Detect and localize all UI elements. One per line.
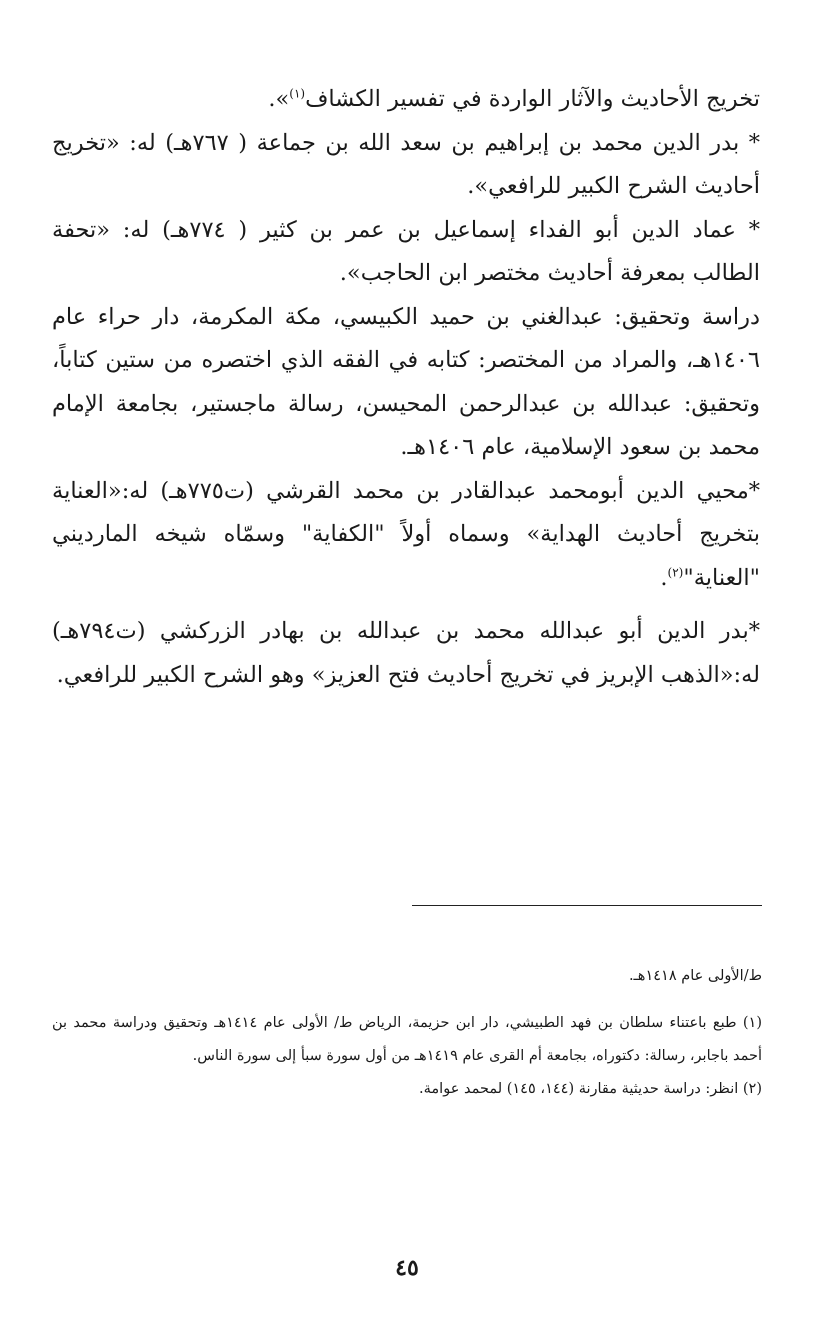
paragraph-3: * عماد الدين أبو الفداء إسماعيل بن عمر بن كثير ( ٧٧٤هـ) له: «تحفة الطالب بمعرفة أحاديث مختصر ابن الحاجب». bbox=[52, 216, 760, 286]
paragraph-5 bbox=[52, 470, 760, 601]
paragraph-2: * بدر الدين محمد بن إبراهيم بن سعد الله بن جماعة ( ٧٦٧هـ) له: «تخريج أحاديث الشرح الكبير للرافعي». bbox=[52, 129, 760, 199]
paragraph-5-end: . bbox=[660, 564, 668, 591]
paragraph-1-end: ». bbox=[268, 86, 290, 112]
page-number: ٤٥ bbox=[395, 1255, 419, 1281]
footnote-ref-1: (١) bbox=[289, 86, 306, 101]
footnote-ref-2: (٢) bbox=[667, 565, 684, 579]
paragraph-6: *بدر الدين أبو عبدالله محمد بن عبدالله بن بهادر الزركشي (ت٧٩٤هـ) له:«الذهب الإبريز في تخريج أحاديث فتح العزيز» وهو الشرح الكبير للرافعي. bbox=[52, 618, 760, 688]
paragraph-1-text: تخريج الأحاديث والآثار الواردة في تفسير الكشاف bbox=[305, 86, 760, 112]
paragraph-4: دراسة وتحقيق: عبدالغني بن حميد الكبيسي، مكة المكرمة، دار حراء عام ١٤٠٦هـ، والمراد من المختصر: كتابه في الفقه الذي اختصره من ستين كتاباً، وتحقيق: عبدالله بن عبدالرحمن المحيسن، رسالة ماجستير، بجامعة الإمام محمد بن سعود الإسلامية، عام ١٤٠٦هـ. bbox=[52, 303, 760, 460]
paragraph-5-text: *محيي الدين أبومحمد عبدالقادر بن محمد القرشي (ت٧٧٥هـ) له:«العناية بتخريج أحاديث الهداية» وسماه أولاً "الكفاية" وسمّاه شيخه المارديني "العناية" bbox=[52, 477, 760, 591]
footnote-2: (٢) انظر: دراسة حديثية مقارنة (١٤٤، ١٤٥) لمحمد عوامة. bbox=[419, 1081, 762, 1097]
main-text-block bbox=[52, 78, 760, 697]
paragraph-1 bbox=[52, 78, 760, 122]
footnote-separator bbox=[412, 905, 762, 906]
footnotes-block bbox=[52, 960, 762, 1106]
footnote-1: (١) طبع باعتناء سلطان بن فهد الطبيشي، دار ابن حزيمة، الرياض ط/ الأولى عام ١٤١٤هـ وتحقيق ودراسة محمد بن أحمد باجابر، رسالة: دكتوراه، بجامعة أم القرى عام ١٤١٩هـ من أول سورة سبأ إلى سورة الناس. bbox=[52, 1015, 763, 1064]
footnote-continuation: ط/الأولى عام ١٤١٨هـ. bbox=[628, 968, 762, 984]
